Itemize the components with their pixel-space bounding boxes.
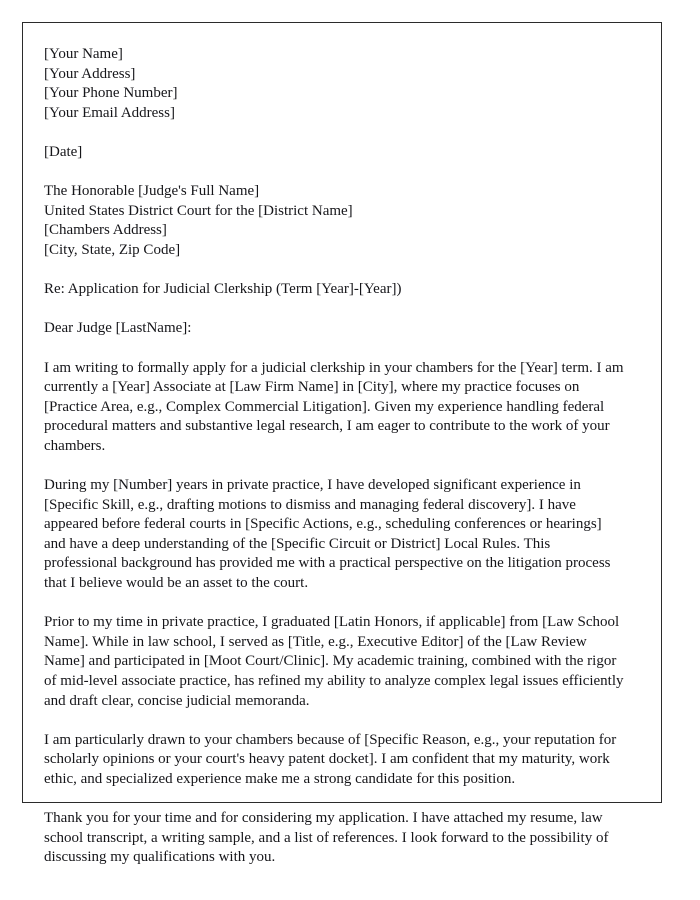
sender-email: [Your Email Address] — [44, 104, 175, 121]
subject-block — [44, 280, 627, 300]
document-page — [22, 22, 662, 866]
body-paragraph-3: Prior to my time in private practice, I graduated [Latin Honors, if applicable] from [Law School Name]. While in law school, I served as [Title, e.g., Executive Editor] of the [Law Review Name] and participated in [Moot Court/Clinic]. My academic training, combined with the rigor of mid-level associate practice, has refined my ability to analyze complex legal issues efficiently and draft clear, concise judicial memoranda. — [44, 614, 624, 709]
body-paragraph-5: Thank you for your time and for considering my application. I have attached my resume, law school transcript, a writing sample, and a list of references. I look forward to the possibility of discussing my qualifications with you. — [44, 810, 609, 866]
body-paragraph-2: During my [Number] years in private practice, I have developed significant experience in [Specific Skill, e.g., drafting motions to dismiss and managing federal discovery]. I have appeared before federal courts in [Specific Actions, e.g., scheduling conferences or hearings] and have a deep understanding of the [Specific Circuit or District] Local Rules. This professional background has provided me with a practical perspective on the litigation process that I believe would be an asset to the court. — [44, 477, 611, 592]
sender-phone: [Your Phone Number] — [44, 85, 178, 102]
subject-line: Re: Application for Judicial Clerkship (Term [Year]-[Year]) — [44, 281, 402, 298]
recipient-court: United States District Court for the [District Name] — [44, 202, 353, 219]
recipient-chambers-address: [Chambers Address] — [44, 222, 167, 239]
recipient-address-block — [44, 182, 627, 260]
sender-address-block — [44, 45, 627, 123]
salutation-block — [44, 319, 627, 339]
recipient-judge-name: The Honorable [Judge's Full Name] — [44, 183, 260, 200]
date-block — [44, 143, 627, 163]
salutation-line: Dear Judge [LastName]: — [44, 320, 192, 337]
letter-content — [44, 45, 627, 888]
body-paragraph-1: I am writing to formally apply for a judicial clerkship in your chambers for the [Year] term. I am currently a [Year] Associate at [Law Firm Name] in [City], where my practice focuses on [Practice Area, e.g., Complex Commercial Litigation]. Given my experience handling federal procedural matters and substantive legal research, I am eager to contribute to the work of your chambers. — [44, 359, 624, 454]
recipient-city-state-zip: [City, State, Zip Code] — [44, 241, 181, 258]
date-line: [Date] — [44, 143, 83, 160]
sender-address: [Your Address] — [44, 65, 136, 82]
body-paragraph-4: I am particularly drawn to your chambers because of [Specific Reason, e.g., your reputation for scholarly opinions or your court's heavy patent docket]. I am confident that my maturity, work ethic, and specialized experience make me a strong candidate for this position. — [44, 731, 617, 787]
sender-name: [Your Name] — [44, 46, 123, 62]
